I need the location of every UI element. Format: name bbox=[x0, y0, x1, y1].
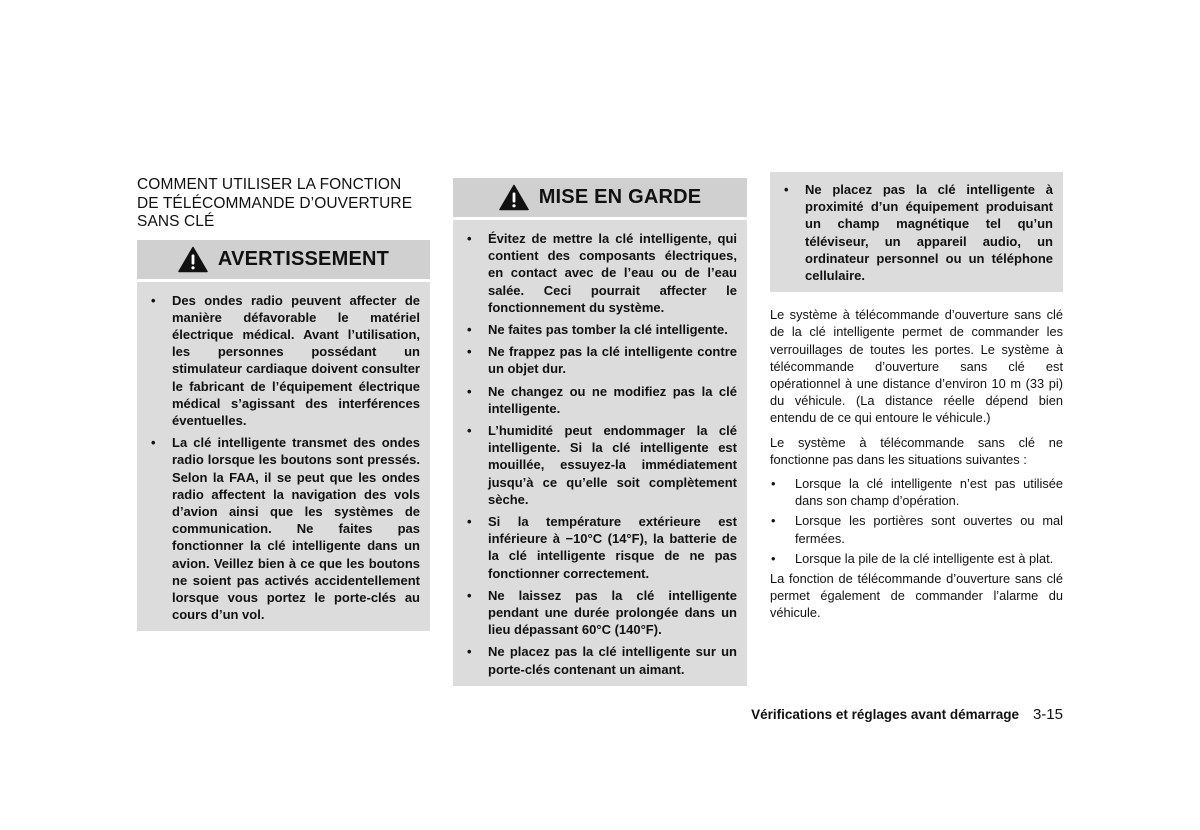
section-title-line: COMMENT UTILISER LA FONCTION bbox=[137, 176, 402, 193]
caution-list bbox=[463, 230, 737, 678]
caution-item: • Évitez de mettre la clé intelligente, qui contient des composants électriques, en contact avec de l’eau ou de l’eau salée. Ceci pourrait affecter le fonctionnement du système. bbox=[463, 230, 737, 316]
warning-triangle-icon bbox=[499, 184, 529, 211]
column-left bbox=[137, 176, 430, 631]
paragraph: Le système à télécommande sans clé ne fonctionne pas dans les situations suivantes : bbox=[770, 434, 1063, 467]
caution-box-header bbox=[453, 178, 747, 220]
warning-title: AVERTISSEMENT bbox=[217, 247, 390, 270]
paragraph: Le système à télécommande d’ouverture sans clé de la clé intelligente permet de commander les verrouillages de toutes les portes. Le système à télécommande d’ouverture sans clé est opérationnel à une distance d’environ 10 m (33 pi) du véhicule. (La distance réelle dépend bien entendu de ce qui entoure le véhicule.) bbox=[770, 307, 1063, 426]
caution-box bbox=[453, 178, 747, 686]
caution-box-continued bbox=[770, 172, 1063, 292]
caution-item: • Ne laissez pas la clé intelligente pendant une durée prolongée dans un lieu dépassant 60°C (140°F). bbox=[463, 587, 737, 639]
section-title bbox=[137, 176, 430, 232]
section-title-line: DE TÉLÉCOMMANDE D’OUVERTURE bbox=[137, 194, 413, 212]
caution-title: MISE EN GARDE bbox=[538, 186, 702, 208]
column-right bbox=[770, 172, 1063, 629]
column-middle bbox=[453, 178, 747, 686]
warning-box-header bbox=[137, 240, 430, 282]
section-title-line: SANS CLÉ bbox=[137, 213, 215, 230]
caution-item: • Ne frappez pas la clé intelligente contre un objet dur. bbox=[463, 343, 737, 377]
warning-list bbox=[147, 292, 420, 624]
caution-item: • Ne placez pas la clé intelligente à proximité d’un équipement produisant un champ magnétique tel qu’un téléviseur, un appareil audio, un ordinateur personnel ou un téléphone cellulaire. bbox=[780, 181, 1053, 284]
warning-box bbox=[137, 240, 430, 632]
page-footer bbox=[751, 706, 1063, 723]
paragraph: La fonction de télécommande d’ouverture sans clé permet également de commander l’alarme du véhicule. bbox=[770, 571, 1063, 621]
caution-list-continued bbox=[780, 181, 1053, 284]
caution-item: • Ne changez ou ne modifiez pas la clé intelligente. bbox=[463, 383, 737, 417]
warning-box-body bbox=[137, 282, 430, 632]
warning-item: • La clé intelligente transmet des ondes radio lorsque les boutons sont pressés. Selon la FAA, il se peut que les ondes radio affectent la navigation des vols d’avion ainsi que les systèmes de communication. Ne faites pas fonctionner la clé intelligente dans un avion. Veillez bien à ce que les boutons ne soient pas activés accidentellement lorsque vous portez le porte-clés au cours d’un vol. bbox=[147, 434, 420, 623]
caution-item: • Ne placez pas la clé intelligente sur un porte-clés contenant un aimant. bbox=[463, 643, 737, 677]
condition-item: • Lorsque la clé intelligente n’est pas utilisée dans son champ d’opération. bbox=[770, 475, 1063, 509]
condition-item: • Lorsque la pile de la clé intelligente est à plat. bbox=[770, 550, 1063, 567]
caution-item: • L’humidité peut endommager la clé intelligente. Si la clé intelligente est mouillée, essuyez-la immédiatement jusqu’à ce qu’elle soit complètement sèche. bbox=[463, 422, 737, 508]
warning-triangle-icon bbox=[178, 246, 208, 273]
caution-item: • Ne faites pas tomber la clé intelligente. bbox=[463, 321, 737, 338]
condition-item: • Lorsque les portières sont ouvertes ou mal fermées. bbox=[770, 512, 1063, 546]
chapter-title: Vérifications et réglages avant démarrage bbox=[751, 707, 1019, 722]
caution-item: • Si la température extérieure est inférieure à −10°C (14°F), la batterie de la clé intelligente risque de ne pas fonctionner correctement. bbox=[463, 513, 737, 582]
page-number: 3-15 bbox=[1032, 706, 1063, 723]
conditions-list bbox=[770, 475, 1063, 567]
caution-box-body bbox=[453, 220, 747, 686]
warning-item: • Des ondes radio peuvent affecter de manière défavorable le matériel électrique médical. Avant l’utilisation, les personnes possédant un stimulateur cardiaque doivent consulter le fabricant de l’équipement électrique médical s’agissant des interférences éventuelles. bbox=[147, 292, 420, 430]
